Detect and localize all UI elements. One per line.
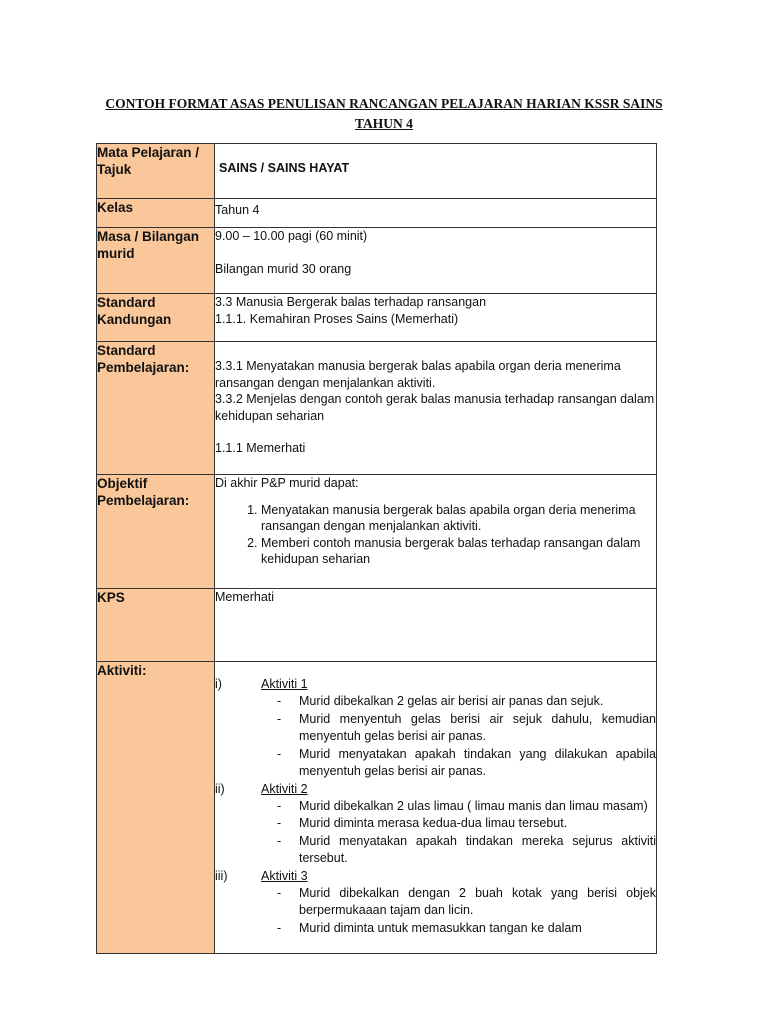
activity-number: iii) [215,868,228,883]
objective-list [215,502,656,568]
learning-standard-line-1: 3.3.1 Menyatakan manusia bergerak balas apabila organ deria menerima ransangan dengan menjalankan aktiviti. [215,359,621,390]
activity-step: - Murid menyatakan apakah tindakan mereka sejurus aktiviti tersebut. [277,833,656,865]
value-masa [215,228,657,294]
label-kelas: Kelas [97,199,215,228]
title-line-1: CONTOH FORMAT ASAS PENULISAN RANCANGAN PELAJARAN HARIAN KSSR SAINS [105,96,663,111]
student-count-text: Bilangan murid 30 orang [215,261,352,276]
row-objektif [97,475,657,589]
activity-step: - Murid menyatakan apakah tindakan yang dilakukan apabila menyentuh gelas berisi air panas. [277,746,656,778]
content-standard-line-1: 3.3 Manusia Bergerak balas terhadap ransangan [215,295,487,309]
activity-name: Aktiviti 3 [261,868,308,883]
activity-steps [215,693,656,781]
activity-step: - Murid menyentuh gelas berisi air sejuk dahulu, kemudian menyentuh gelas berisi air panas. [277,711,656,743]
label-masa: Masa / Bilangan murid [97,228,215,294]
activity-steps [215,885,656,938]
activity-steps [215,798,656,868]
value-kelas [215,199,657,228]
kps-text: Memerhati [215,590,275,604]
activity-name: Aktiviti 2 [261,781,308,796]
learning-standard-line-2: 3.3.2 Menjelas dengan contoh gerak balas manusia terhadap ransangan dalam kehidupan seharian [215,392,655,423]
subject-text: SAINS / SAINS HAYAT [219,161,350,175]
row-aktiviti [97,662,657,954]
time-text: 9.00 – 10.00 pagi (60 minit) [215,229,368,243]
objective-item: 1. Menyatakan manusia bergerak balas apabila organ deria menerima ransangan dengan menjalankan aktiviti. [261,502,656,535]
objective-intro: Di akhir P&P murid dapat: [215,476,359,490]
row-kps [97,589,657,662]
content-standard-line-2: 1.1.1. Kemahiran Proses Sains (Memerhati) [215,311,459,326]
activity-step: - Murid dibekalkan 2 gelas air berisi air panas dan sejuk. [277,694,604,708]
activity-step: - Murid diminta merasa kedua-dua limau tersebut. [277,816,568,830]
label-kps: KPS [97,589,215,662]
row-standard-pembelajaran [97,342,657,475]
value-standard-pembelajaran [215,342,657,475]
label-aktiviti: Aktiviti: [97,662,215,954]
class-text: Tahun 4 [215,203,260,217]
activity-group [215,676,656,781]
value-kps [215,589,657,662]
activity-step: - Murid diminta untuk memasukkan tangan ke dalam [277,920,582,935]
value-aktiviti [215,662,657,954]
activity-name: Aktiviti 1 [261,677,308,691]
document-title [0,94,768,134]
value-standard-kandungan [215,294,657,342]
activity-number: i) [215,677,222,691]
label-standard-pembelajaran: Standard Pembelajaran: [97,342,215,475]
label-mata-pelajaran: Mata Pelajaran / Tajuk [97,144,215,199]
value-objektif [215,475,657,589]
activity-group [215,781,656,868]
value-mata-pelajaran [215,144,657,199]
label-objektif: Objektif Pembelajaran: [97,475,215,589]
activity-group [215,868,656,938]
activity-number: ii) [215,781,225,796]
activity-step: - Murid dibekalkan dengan 2 buah kotak yang berisi objek berpermukaaan tajam dan licin. [277,885,656,917]
activity-step: - Murid dibekalkan 2 ulas limau ( limau manis dan limau masam) [277,798,648,813]
title-line-2: TAHUN 4 [355,116,413,131]
row-masa [97,228,657,294]
row-standard-kandungan [97,294,657,342]
label-standard-kandungan: Standard Kandungan [97,294,215,342]
lesson-plan-table [96,143,657,954]
row-kelas [97,199,657,228]
row-mata-pelajaran [97,144,657,199]
learning-standard-line-3: 1.1.1 Memerhati [215,441,306,455]
objective-item: 2. Memberi contoh manusia bergerak balas terhadap ransangan dalam kehidupan seharian [261,535,656,568]
